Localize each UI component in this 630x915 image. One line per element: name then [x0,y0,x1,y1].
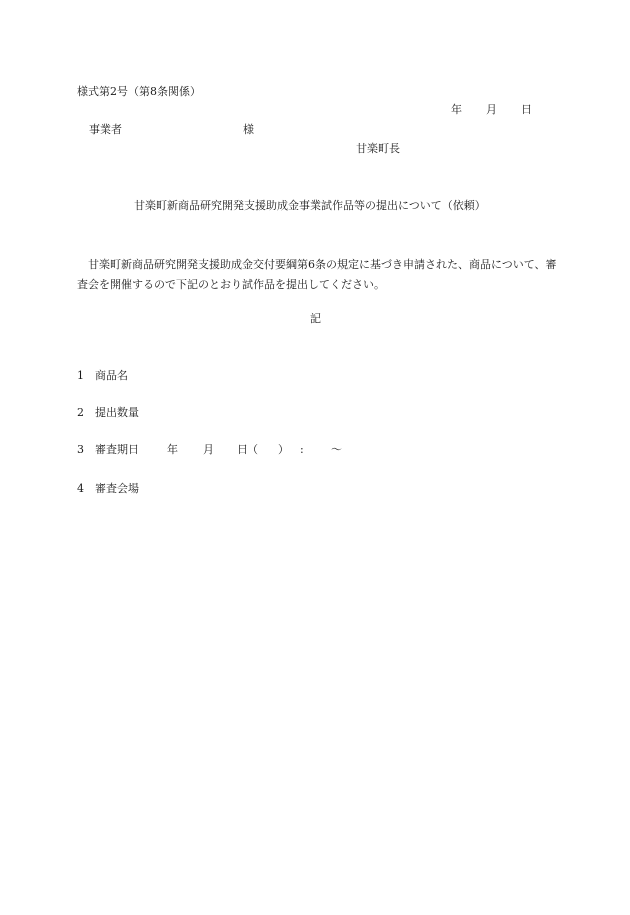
item-number: 4 [77,482,84,495]
form-number: 様式第2号（第8条関係） [77,85,201,98]
review-month-label: 月 [203,443,214,456]
review-year-label: 年 [167,443,178,456]
recipient-honorific: 様 [243,123,254,136]
item-label-quantity: 提出数量 [95,406,139,419]
body-text: 甘楽町新商品研究開発支援助成金交付要綱第6条の規定に基づき申請された、商品について、審査会を開催するので下記のとおり試作品を提出してください。 [77,258,557,291]
date-year-label: 年 [451,103,462,116]
date-month-label: 月 [486,103,497,116]
time-range-tilde: 〜 [331,443,342,456]
time-colon: : [300,443,304,456]
item-number: 1 [77,369,84,382]
item-number: 2 [77,406,84,419]
ki-heading: 記 [310,312,321,325]
weekday-paren-open: （ [247,443,258,456]
date-day-label: 日 [521,103,532,116]
sender: 甘楽町長 [356,142,400,155]
item-number: 3 [77,443,84,456]
review-day-label: 日 [237,443,248,456]
recipient: 事業者 [89,123,122,136]
item-label-review-venue: 審査会場 [95,482,139,495]
weekday-paren-close: ） [278,443,289,456]
item-label-review-date: 審査期日 [95,443,139,456]
item-label-product-name: 商品名 [95,369,128,382]
document-title: 甘楽町新商品研究開発支援助成金事業試作品等の提出について（依頼） [134,199,486,212]
